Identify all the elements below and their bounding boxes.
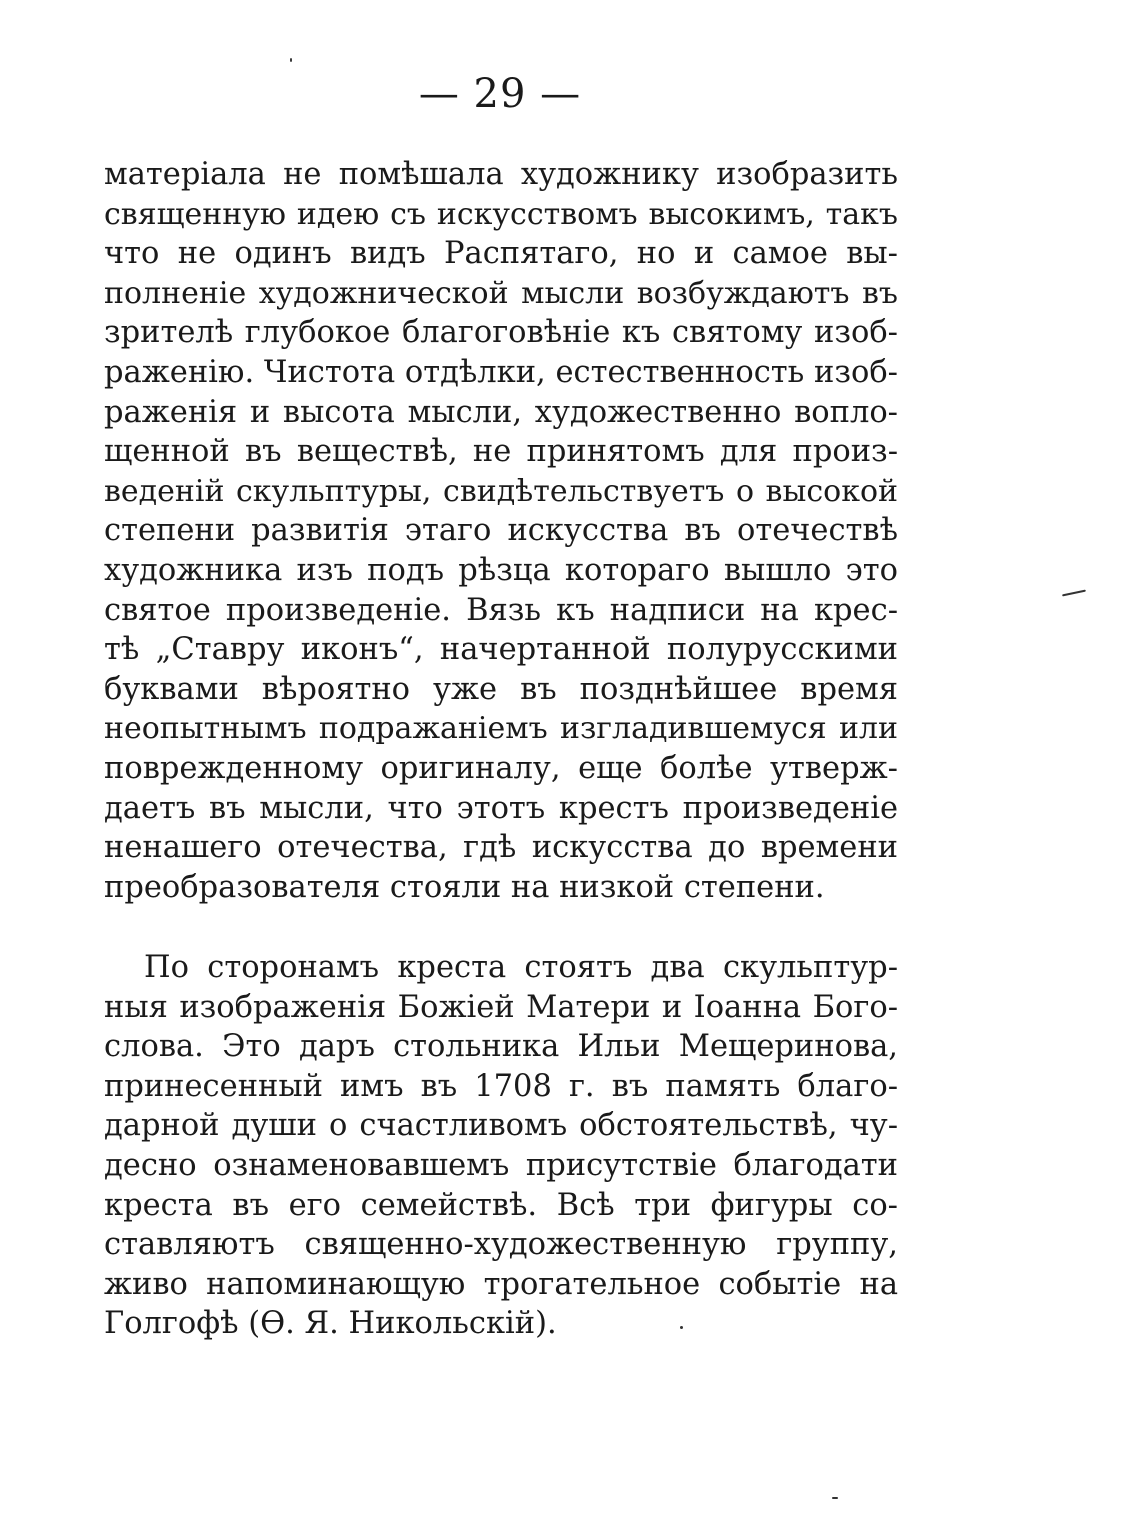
text-line: даетъ въ мысли, что этотъ крестъ произведеніе [104, 790, 898, 826]
page-number: — 29 — [418, 71, 582, 117]
text-line: преобразователя стояли на низкой степени. [104, 869, 825, 905]
text-line: раженію. Чистота отдѣлки, естественность изоб- [104, 354, 898, 390]
text-line: буквами вѣроятно уже въ позднѣйшее время [104, 671, 898, 707]
scan-speck [290, 58, 292, 62]
text-line: священную идею съ искусствомъ высокимъ, такъ [104, 196, 898, 232]
text-line: зрителѣ глубокое благоговѣніе къ святому изоб- [104, 315, 898, 351]
text-line: живо напоминающую трогательное событіе на [104, 1266, 898, 1302]
text-line: степени развитія этаго искусства въ отечествѣ [104, 513, 898, 549]
text-line: По сторонамъ креста стоятъ два скульптур- [144, 950, 898, 985]
text-line: раженія и высота мысли, художественно вопло- [104, 394, 898, 430]
text-line: десно ознаменовавшемъ присутствіе благодати [104, 1147, 898, 1183]
text-line: тѣ „Ставру иконъ“, начертанной полурусскими [104, 632, 898, 668]
paragraph-2 [104, 948, 898, 1344]
text-line: слова. Это даръ стольника Ильи Мещеринова, [104, 1029, 898, 1065]
text-line: матеріала не помѣшала художнику изобразить [104, 157, 898, 192]
text-line: ставляютъ священно-художественную группу, [104, 1227, 898, 1263]
text-line: ненашего отечества, гдѣ искусства до времени [104, 830, 898, 866]
text-line: святое произведеніе. Вязь къ надписи на крес- [104, 592, 898, 628]
text-line: художника изъ подъ рѣзца котораго вышло это [104, 552, 898, 588]
text-line: принесенный имъ въ 1708 г. въ память благо- [104, 1068, 898, 1104]
text-line: неопытнымъ подражаніемъ изгладившемуся или [104, 711, 898, 747]
text-line: поврежденному оригиналу, еще болѣе утверж- [104, 750, 898, 786]
text-line: дарной души о счастливомъ обстоятельствѣ, чу- [104, 1108, 898, 1144]
text-line: щенной въ веществѣ, не принятомъ для произ- [104, 434, 898, 470]
text-line: Голгофѣ (Ѳ. Я. Никольскій). [104, 1306, 557, 1342]
text-line: веденій скульптуры, свидѣтельствуетъ о высокой [104, 473, 898, 509]
text-line: полненіе художнической мысли возбуждаютъ въ [104, 275, 898, 311]
scan-speck [1062, 590, 1086, 597]
scan-speck [832, 1497, 838, 1499]
text-line: ныя изображенія Божіей Матери и Іоанна Бого- [104, 989, 898, 1025]
text-line: креста въ его семействѣ. Всѣ три фигуры со- [104, 1187, 898, 1223]
paragraph-1 [104, 155, 898, 907]
text-line: что не одинъ видъ Распятаго, но и самое вы- [104, 236, 898, 272]
scan-speck [680, 1326, 683, 1329]
